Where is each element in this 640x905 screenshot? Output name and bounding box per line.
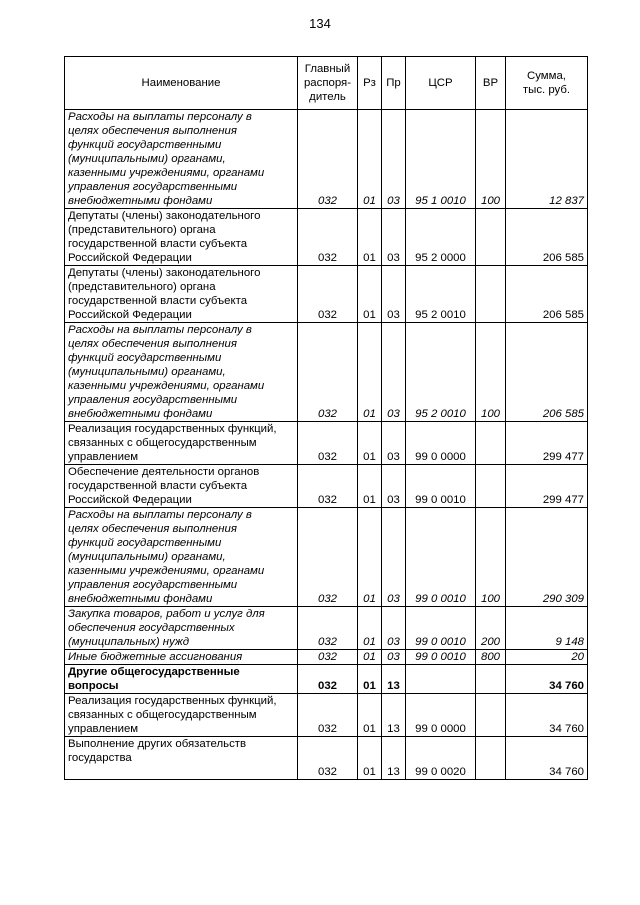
row-manager-cell: 032: [298, 422, 358, 465]
header-rz: Рз: [358, 57, 382, 110]
header-manager-line: распоря-: [303, 77, 352, 89]
row-pr-cell: 03: [382, 209, 406, 266]
row-name-line: государственной власти субъекта: [68, 480, 248, 492]
row-name-line: (муниципальными) органами,: [68, 153, 226, 165]
row-name-line: казенными учреждениями, органами: [68, 565, 265, 577]
row-rz-cell: 01: [358, 694, 382, 737]
row-pr-cell: 03: [382, 266, 406, 323]
row-rz-cell: 01: [358, 607, 382, 650]
header-vr: ВР: [476, 57, 506, 110]
row-name-cell: [65, 323, 298, 422]
row-name-line: внебюджетными фондами: [68, 593, 213, 605]
row-sum-cell: 206 585: [506, 323, 588, 422]
row-name-line: управлением: [68, 723, 139, 735]
row-vr-cell: [476, 422, 506, 465]
row-name-line: внебюджетными фондами: [68, 195, 213, 207]
row-name-cell: [65, 465, 298, 508]
row-name-cell: [65, 110, 298, 209]
row-sum-cell: 34 760: [506, 737, 588, 780]
row-name-line: [68, 765, 294, 779]
header-sum-line: тыс. руб.: [522, 84, 571, 96]
row-name-line: управлением: [68, 451, 139, 463]
row-rz-cell: 01: [358, 422, 382, 465]
row-manager-cell: 032: [298, 110, 358, 209]
row-name-line: государственной власти субъекта: [68, 295, 248, 307]
row-name-line: связанных с общегосударственным: [68, 437, 257, 449]
row-sum-cell: 34 760: [506, 665, 588, 694]
budget-table: [64, 56, 588, 780]
header-sum-line: Сумма,: [527, 70, 566, 82]
row-pr-cell: 03: [382, 508, 406, 607]
row-name-cell: [65, 422, 298, 465]
row-manager-cell: 032: [298, 665, 358, 694]
row-vr-cell: [476, 266, 506, 323]
row-name-cell: [65, 607, 298, 650]
page-number: 134: [309, 16, 331, 31]
row-name-line: Расходы на выплаты персоналу в: [68, 111, 252, 123]
row-name-line: управления государственными: [68, 394, 238, 406]
row-name-line: функций государственными: [68, 139, 222, 151]
table-row: [65, 694, 588, 737]
row-manager-cell: 032: [298, 508, 358, 607]
row-rz-cell: 01: [358, 650, 382, 665]
row-name-line: государства: [68, 752, 132, 764]
table-body: [65, 110, 588, 780]
table-row: [65, 323, 588, 422]
row-manager-cell: 032: [298, 650, 358, 665]
row-sum-cell: 206 585: [506, 266, 588, 323]
row-name-line: Реализация государственных функций,: [68, 423, 277, 435]
header-name: Наименование: [65, 57, 298, 110]
table-row: [65, 607, 588, 650]
row-name-line: (муниципальными) органами,: [68, 366, 226, 378]
row-name-line: Реализация государственных функций,: [68, 695, 277, 707]
row-name-line: (муниципальными) органами,: [68, 551, 226, 563]
row-sum-cell: 20: [506, 650, 588, 665]
header-manager-line: Главный: [304, 63, 351, 75]
row-vr-cell: [476, 465, 506, 508]
header-sum: [506, 57, 588, 110]
row-name-line: Российской Федерации: [68, 252, 192, 264]
row-csr-cell: 99 0 0000: [406, 694, 476, 737]
row-vr-cell: [476, 209, 506, 266]
table-row: [65, 422, 588, 465]
row-sum-cell: 290 309: [506, 508, 588, 607]
row-name-line: Иные бюджетные ассигнования: [68, 651, 243, 663]
row-name-line: функций государственными: [68, 352, 222, 364]
row-name-cell: [65, 694, 298, 737]
row-name-line: обеспечения государственных: [68, 622, 235, 634]
row-name-cell: [65, 737, 298, 780]
row-name-line: Депутаты (члены) законодательного: [68, 210, 261, 222]
row-manager-cell: 032: [298, 465, 358, 508]
row-sum-cell: 34 760: [506, 694, 588, 737]
table-header-row: [65, 57, 588, 110]
row-manager-cell: 032: [298, 694, 358, 737]
row-name-line: (представительного) органа: [68, 224, 216, 236]
row-manager-cell: 032: [298, 266, 358, 323]
row-sum-cell: 299 477: [506, 422, 588, 465]
row-manager-cell: 032: [298, 209, 358, 266]
row-name-line: Другие общегосударственные: [68, 666, 240, 678]
row-name-line: вопросы: [68, 680, 119, 692]
table-row: [65, 266, 588, 323]
row-vr-cell: 200: [476, 607, 506, 650]
row-vr-cell: [476, 665, 506, 694]
row-rz-cell: 01: [358, 209, 382, 266]
row-name-line: целях обеспечения выполнения: [68, 125, 237, 137]
row-name-line: государственной власти субъекта: [68, 238, 248, 250]
row-rz-cell: 01: [358, 266, 382, 323]
row-pr-cell: 03: [382, 465, 406, 508]
row-csr-cell: [406, 665, 476, 694]
table-row: [65, 209, 588, 266]
row-csr-cell: 95 2 0000: [406, 209, 476, 266]
row-name-line: целях обеспечения выполнения: [68, 338, 237, 350]
row-pr-cell: 03: [382, 110, 406, 209]
row-vr-cell: [476, 737, 506, 780]
row-name-line: (муниципальных) нужд: [68, 636, 190, 648]
row-name-cell: [65, 508, 298, 607]
row-name-line: казенными учреждениями, органами: [68, 380, 265, 392]
row-name-line: внебюджетными фондами: [68, 408, 213, 420]
row-manager-cell: 032: [298, 323, 358, 422]
row-name-line: Выполнение других обязательств: [68, 738, 247, 750]
row-rz-cell: 01: [358, 465, 382, 508]
table-row: [65, 110, 588, 209]
row-csr-cell: 99 0 0000: [406, 422, 476, 465]
row-name-line: Расходы на выплаты персоналу в: [68, 324, 252, 336]
header-csr: ЦСР: [406, 57, 476, 110]
row-vr-cell: 100: [476, 323, 506, 422]
row-name-line: управления государственными: [68, 181, 238, 193]
row-pr-cell: 03: [382, 650, 406, 665]
row-pr-cell: 03: [382, 607, 406, 650]
row-csr-cell: 99 0 0010: [406, 650, 476, 665]
row-vr-cell: 100: [476, 110, 506, 209]
row-csr-cell: 95 2 0010: [406, 266, 476, 323]
table-row: [65, 465, 588, 508]
row-csr-cell: 99 0 0010: [406, 607, 476, 650]
row-name-line: Обеспечение деятельности органов: [68, 466, 260, 478]
row-name-line: управления государственными: [68, 579, 238, 591]
row-name-line: Расходы на выплаты персоналу в: [68, 509, 252, 521]
row-name-line: функций государственными: [68, 537, 222, 549]
row-name-line: (представительного) органа: [68, 281, 216, 293]
row-name-line: Российской Федерации: [68, 494, 192, 506]
row-name-cell: [65, 209, 298, 266]
row-rz-cell: 01: [358, 508, 382, 607]
table-row: [65, 737, 588, 780]
row-csr-cell: 99 0 0010: [406, 465, 476, 508]
row-rz-cell: 01: [358, 737, 382, 780]
row-sum-cell: 299 477: [506, 465, 588, 508]
row-rz-cell: 01: [358, 665, 382, 694]
row-pr-cell: 03: [382, 422, 406, 465]
row-rz-cell: 01: [358, 110, 382, 209]
header-manager-line: дитель: [309, 91, 346, 103]
row-name-line: целях обеспечения выполнения: [68, 523, 237, 535]
table-row: [65, 508, 588, 607]
row-vr-cell: 100: [476, 508, 506, 607]
row-name-line: Российской Федерации: [68, 309, 192, 321]
row-sum-cell: 12 837: [506, 110, 588, 209]
row-name-line: Депутаты (члены) законодательного: [68, 267, 261, 279]
row-pr-cell: 13: [382, 737, 406, 780]
row-manager-cell: 032: [298, 737, 358, 780]
row-csr-cell: 99 0 0010: [406, 508, 476, 607]
row-pr-cell: 03: [382, 323, 406, 422]
row-vr-cell: [476, 694, 506, 737]
row-name-cell: [65, 266, 298, 323]
row-csr-cell: 99 0 0020: [406, 737, 476, 780]
table-row: [65, 650, 588, 665]
row-name-line: Закупка товаров, работ и услуг для: [68, 608, 265, 620]
row-name-cell: [65, 665, 298, 694]
row-sum-cell: 206 585: [506, 209, 588, 266]
row-csr-cell: 95 1 0010: [406, 110, 476, 209]
row-name-line: казенными учреждениями, органами: [68, 167, 265, 179]
row-pr-cell: 13: [382, 694, 406, 737]
row-manager-cell: 032: [298, 607, 358, 650]
header-manager: [298, 57, 358, 110]
row-vr-cell: 800: [476, 650, 506, 665]
header-pr: Пр: [382, 57, 406, 110]
table-row: [65, 665, 588, 694]
row-name-line: связанных с общегосударственным: [68, 709, 257, 721]
row-pr-cell: 13: [382, 665, 406, 694]
row-rz-cell: 01: [358, 323, 382, 422]
row-name-cell: [65, 650, 298, 665]
row-sum-cell: 9 148: [506, 607, 588, 650]
row-csr-cell: 95 2 0010: [406, 323, 476, 422]
